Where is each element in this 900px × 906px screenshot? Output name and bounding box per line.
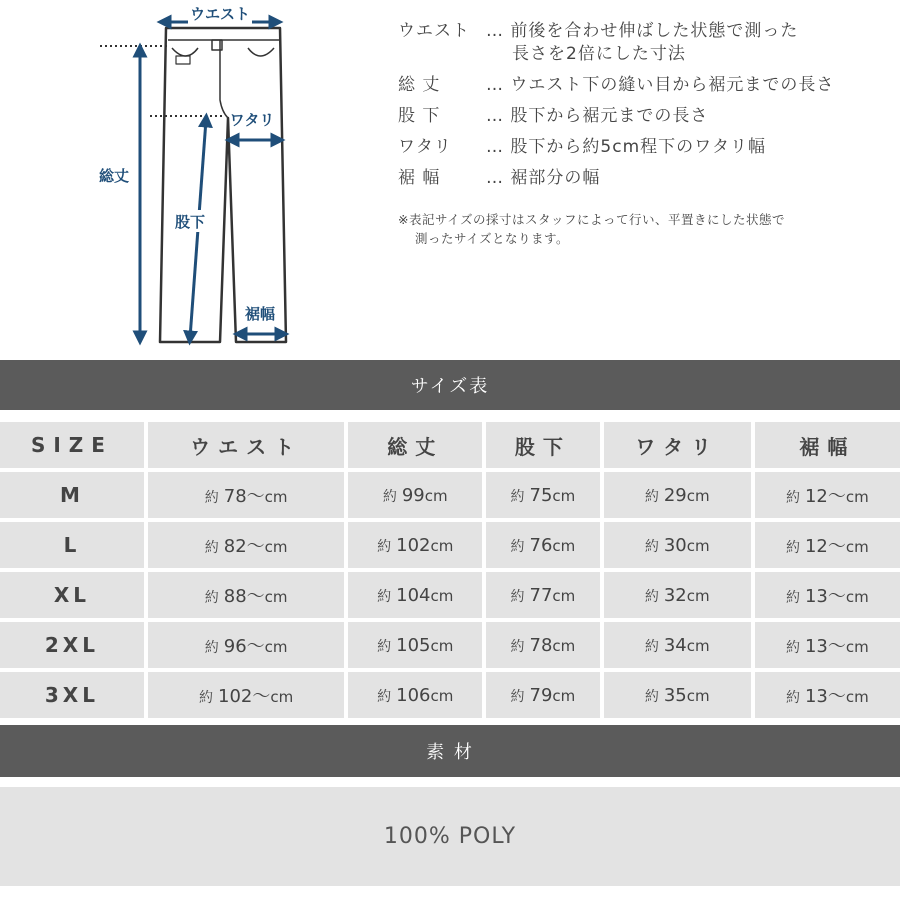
approx-prefix: 約 (510, 588, 525, 605)
table-row (0, 472, 900, 518)
note-line: ※表記サイズの採寸はスタッフによって行い、平置きにした状態で (398, 212, 785, 227)
approx-prefix: 約 (204, 590, 219, 606)
legend-item-hem (398, 163, 888, 194)
pants-measurement-diagram (0, 0, 390, 360)
measure-value: 35 (663, 684, 687, 706)
size-cell: M (0, 472, 144, 518)
pants-outline (160, 28, 286, 342)
measure-cell-total (348, 572, 482, 618)
approx-prefix: 約 (644, 638, 659, 655)
approx-prefix: 約 (204, 540, 219, 556)
approx-prefix: 約 (644, 538, 659, 555)
measure-value: 13〜 (804, 586, 846, 607)
measure-cell-total (348, 672, 482, 718)
approx-prefix: 約 (199, 690, 214, 706)
measure-value: 12〜 (804, 486, 846, 507)
approx-prefix: 約 (510, 638, 525, 655)
material-box (0, 787, 900, 886)
approx-prefix: 約 (377, 688, 392, 705)
measure-value: 88〜 (223, 586, 265, 607)
approx-prefix: 約 (785, 690, 800, 706)
legend-item-total (398, 70, 888, 101)
unit: cm (552, 686, 576, 705)
measure-value: 78〜 (223, 486, 265, 507)
measure-value: 79 (529, 684, 553, 706)
unit: cm (264, 588, 288, 606)
size-table (0, 418, 900, 722)
approx-prefix: 約 (785, 540, 800, 556)
measure-value: 34 (663, 634, 687, 656)
approx-prefix: 約 (204, 640, 219, 656)
table-row (0, 522, 900, 568)
legend-desc: … 裾部分の幅 (486, 168, 601, 188)
unit: cm (552, 586, 576, 605)
approx-prefix: 約 (510, 488, 525, 505)
unit: cm (552, 536, 576, 555)
legend-desc: … ウエスト下の縫い目から裾元までの長さ (486, 75, 835, 95)
measure-value: 75 (529, 484, 553, 506)
approx-prefix: 約 (785, 640, 800, 656)
measure-cell-inseam (486, 472, 600, 518)
approx-prefix: 約 (785, 590, 800, 606)
legend-desc: … 股下から約5cm程下のワタリ幅 (486, 137, 766, 157)
approx-prefix: 約 (644, 688, 659, 705)
unit: cm (264, 638, 288, 656)
measure-cell-waist (148, 522, 344, 568)
measure-value: 32 (663, 584, 687, 606)
measure-cell-total (348, 522, 482, 568)
size-cell: XL (0, 572, 144, 618)
size-cell: L (0, 522, 144, 568)
unit: cm (264, 538, 288, 556)
measure-value: 104 (396, 584, 431, 606)
approx-prefix: 約 (785, 490, 800, 506)
unit: cm (264, 488, 288, 506)
measure-value: 99 (401, 484, 425, 506)
material-value: 100% POLY (383, 824, 517, 849)
total-length-label: 総丈 (98, 167, 130, 185)
inseam-label: 股下 (174, 213, 206, 231)
measure-value: 105 (396, 634, 431, 656)
measure-value: 76 (529, 534, 553, 556)
unit: cm (845, 538, 869, 556)
measure-cell-waist (148, 672, 344, 718)
measure-value: 30 (663, 534, 687, 556)
measure-value: 102 (396, 534, 431, 556)
unit: cm (845, 488, 869, 506)
unit: cm (430, 536, 454, 555)
unit: cm (686, 486, 710, 505)
unit: cm (424, 486, 448, 505)
legend-item-thigh (398, 132, 888, 163)
measure-cell-total (348, 622, 482, 668)
measure-value: 78 (529, 634, 553, 656)
measure-value: 82〜 (223, 536, 265, 557)
unit: cm (552, 486, 576, 505)
unit: cm (686, 586, 710, 605)
approx-prefix: 約 (510, 538, 525, 555)
measure-cell-inseam (486, 672, 600, 718)
unit: cm (270, 688, 294, 706)
approx-prefix: 約 (377, 638, 392, 655)
measure-cell-thigh (604, 472, 751, 518)
header-inseam: 股下 (486, 422, 600, 468)
unit: cm (845, 688, 869, 706)
measurement-note (398, 210, 888, 248)
unit: cm (430, 586, 454, 605)
approx-prefix: 約 (510, 688, 525, 705)
measure-cell-hem (755, 672, 900, 718)
legend-key: 総 丈 (398, 75, 441, 95)
unit: cm (430, 636, 454, 655)
measure-cell-thigh (604, 522, 751, 568)
measure-cell-hem (755, 472, 900, 518)
measure-cell-thigh (604, 572, 751, 618)
header-waist: ウエスト (148, 422, 344, 468)
note-line: 測ったサイズとなります。 (415, 231, 570, 246)
legend-desc-continued: 長さを2倍にした寸法 (512, 44, 686, 64)
measure-cell-waist (148, 572, 344, 618)
table-row (0, 622, 900, 668)
waist-label: ウエスト (189, 5, 251, 23)
size-chart-title: サイズ表 (410, 376, 490, 397)
measure-cell-inseam (486, 522, 600, 568)
approx-prefix: 約 (644, 588, 659, 605)
measure-value: 29 (663, 484, 687, 506)
header-thigh: ワタリ (604, 422, 751, 468)
table-row (0, 572, 900, 618)
material-title-bar (0, 725, 900, 777)
size-chart-title-bar (0, 360, 900, 410)
legend-key: ワタリ (398, 137, 452, 157)
table-row (0, 672, 900, 718)
measure-value: 106 (396, 684, 431, 706)
header-total: 総丈 (348, 422, 482, 468)
unit: cm (552, 636, 576, 655)
measure-cell-thigh (604, 672, 751, 718)
measure-value: 102〜 (218, 686, 271, 707)
measure-value: 96〜 (223, 636, 265, 657)
material-title: 素 材 (426, 742, 474, 763)
thigh-label: ワタリ (229, 111, 275, 129)
hem-label: 裾幅 (244, 305, 276, 323)
unit: cm (430, 686, 454, 705)
approx-prefix: 約 (377, 538, 392, 555)
unit: cm (686, 536, 710, 555)
approx-prefix: 約 (382, 488, 397, 505)
unit: cm (845, 588, 869, 606)
unit: cm (845, 638, 869, 656)
size-cell: 3XL (0, 672, 144, 718)
measure-cell-inseam (486, 622, 600, 668)
measure-value: 13〜 (804, 636, 846, 657)
measure-value: 13〜 (804, 686, 846, 707)
unit: cm (686, 686, 710, 705)
measure-cell-thigh (604, 622, 751, 668)
legend-desc: … 股下から裾元までの長さ (486, 106, 709, 126)
size-cell: 2XL (0, 622, 144, 668)
measurement-legend (398, 16, 888, 248)
measure-cell-inseam (486, 572, 600, 618)
legend-key: 股 下 (398, 106, 441, 126)
legend-key: ウエスト (398, 21, 470, 41)
measure-value: 77 (529, 584, 553, 606)
legend-item-inseam (398, 101, 888, 132)
measure-cell-total (348, 472, 482, 518)
measure-cell-waist (148, 622, 344, 668)
unit: cm (686, 636, 710, 655)
measure-value: 12〜 (804, 536, 846, 557)
approx-prefix: 約 (204, 490, 219, 506)
approx-prefix: 約 (644, 488, 659, 505)
measure-cell-hem (755, 622, 900, 668)
header-size: SIZE (0, 422, 144, 468)
table-header-row (0, 422, 900, 468)
measure-cell-hem (755, 522, 900, 568)
legend-desc: … 前後を合わせ伸ばした状態で測った (486, 21, 799, 41)
measure-cell-hem (755, 572, 900, 618)
header-hem: 裾幅 (755, 422, 900, 468)
measure-cell-waist (148, 472, 344, 518)
legend-key: 裾 幅 (398, 168, 441, 188)
approx-prefix: 約 (377, 588, 392, 605)
